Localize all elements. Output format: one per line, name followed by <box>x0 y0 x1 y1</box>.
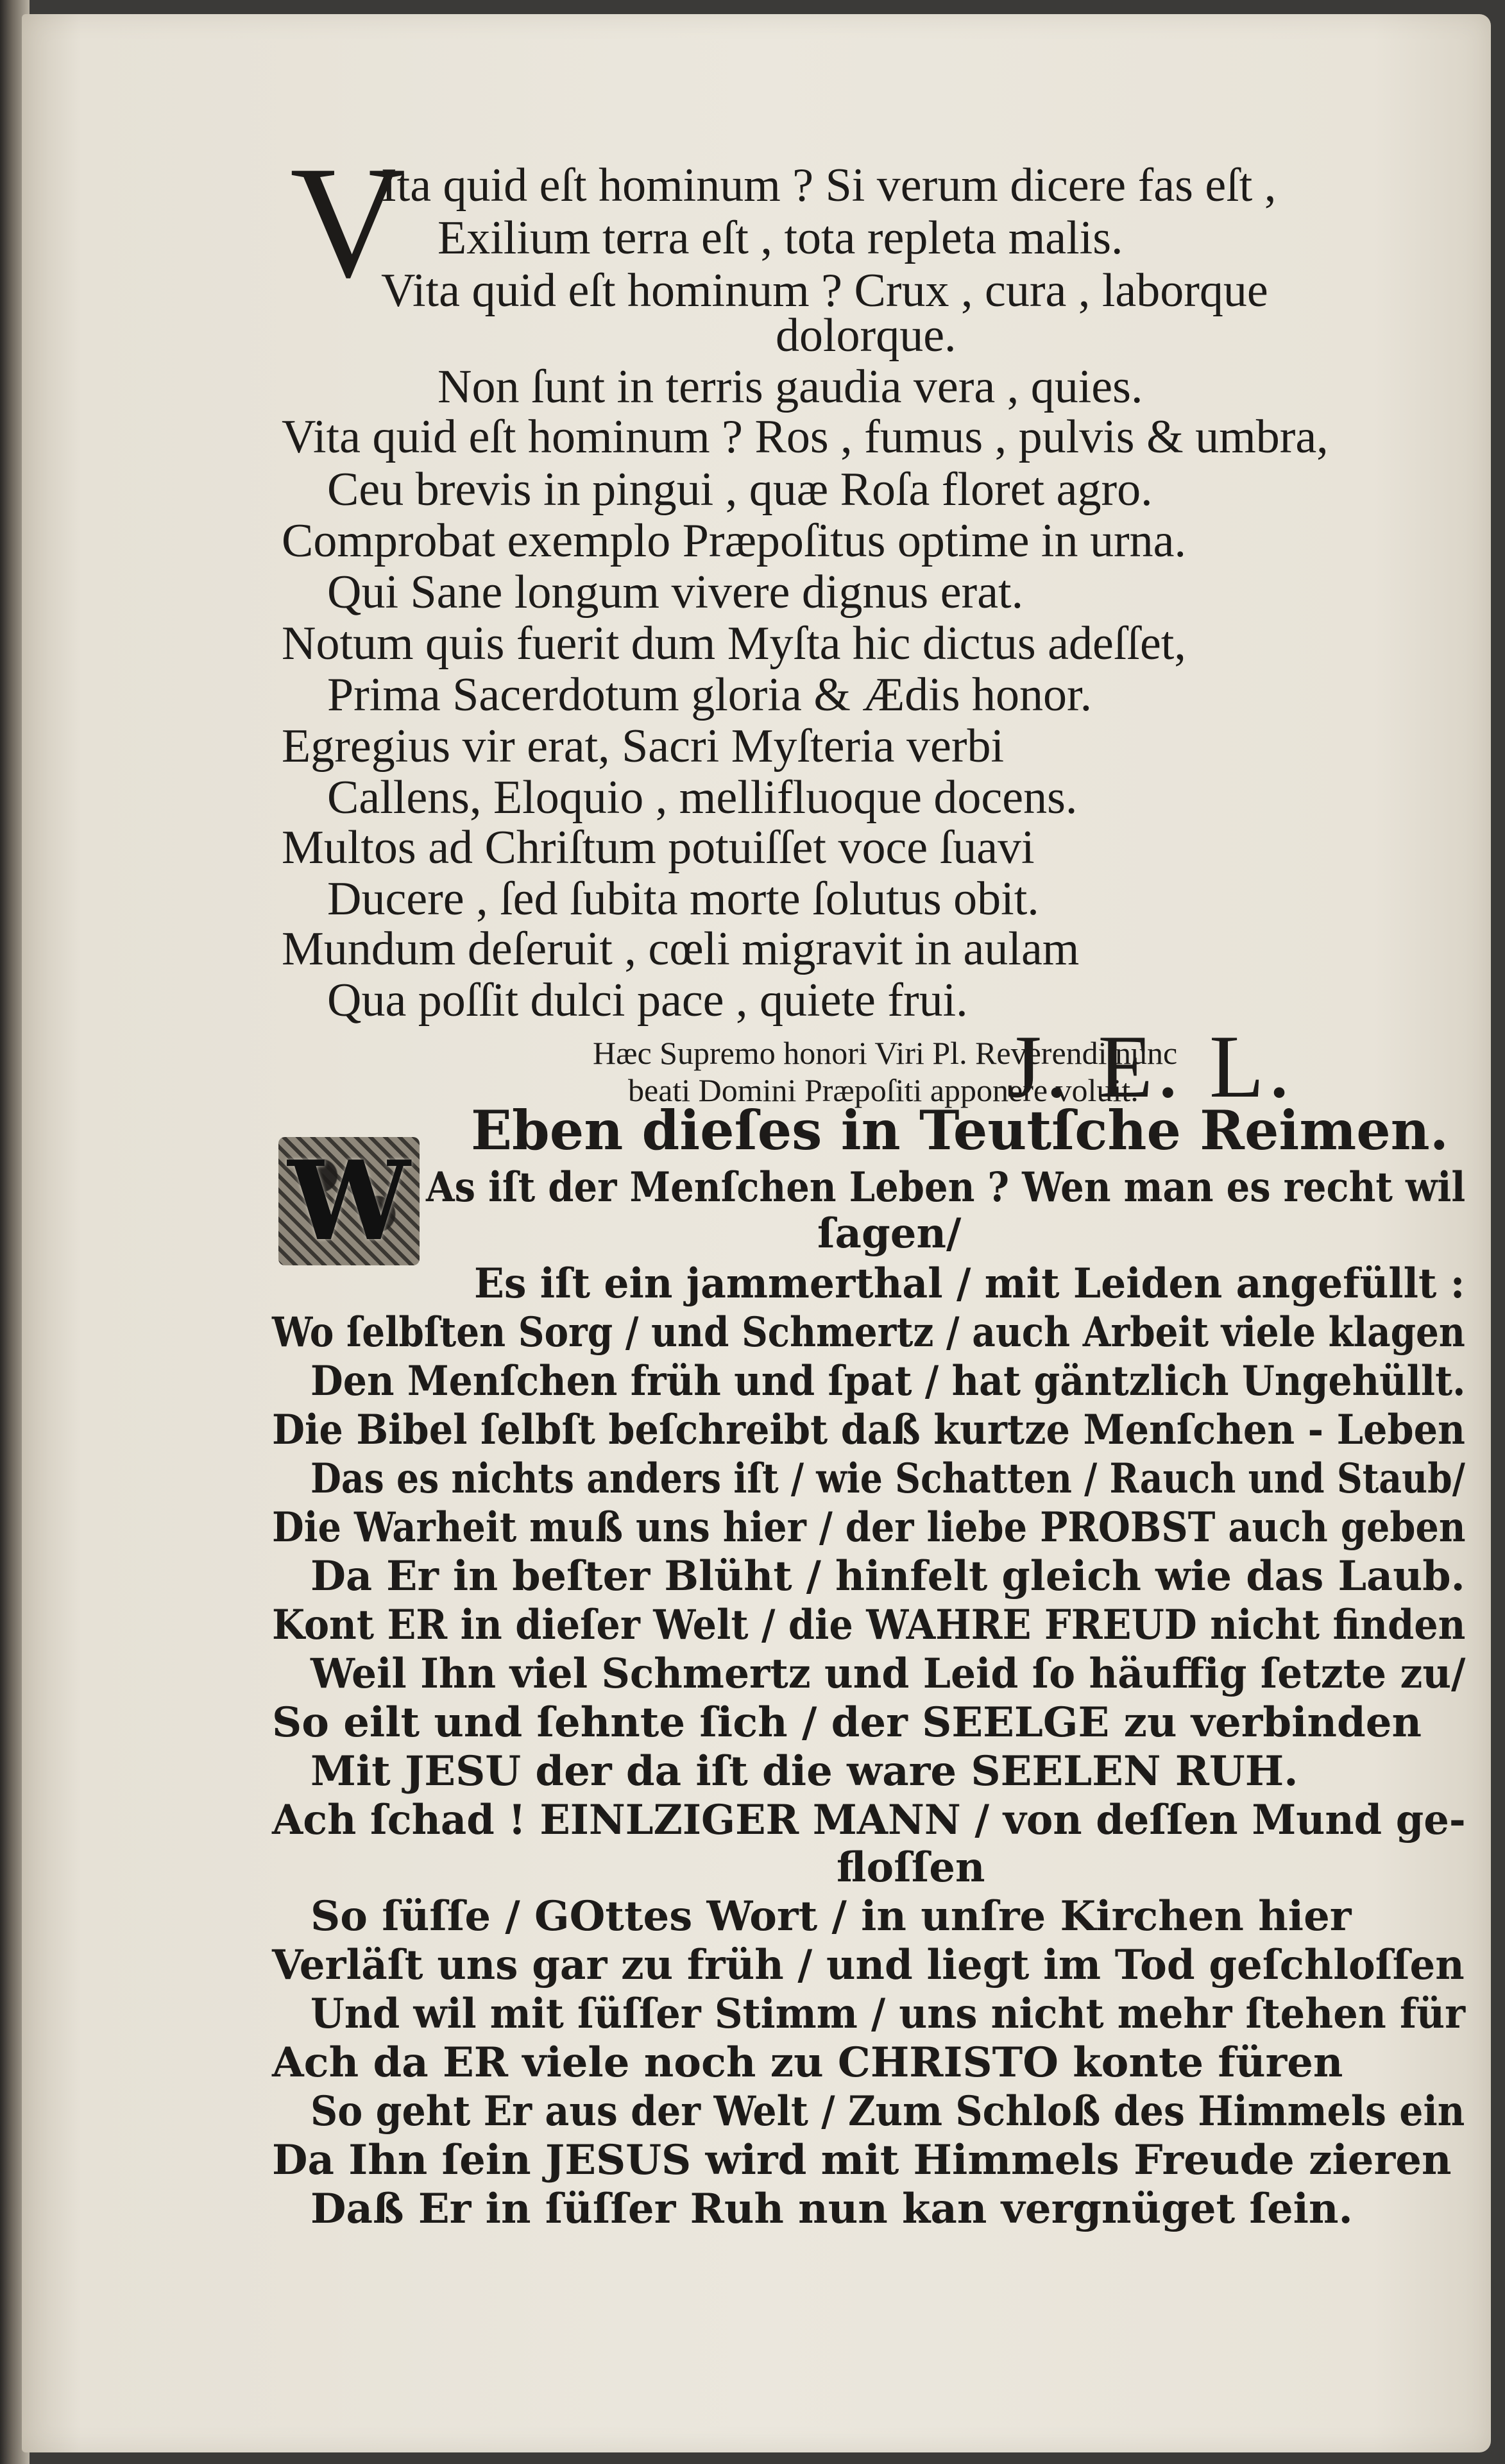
german-line: Die Warheit muß uns hier / der liebe PROBST auch geben <box>272 1503 1466 1552</box>
latin-line: Egregius vir erat, Sacri Myſteria verbi <box>282 720 1005 773</box>
latin-line: Mundum deſeruit , cœli migravit in aulam <box>282 923 1080 975</box>
latin-line: Qui Sane longum vivere dignus erat. <box>327 566 1024 619</box>
latin-line: Prima Sacerdotum gloria & Ædis honor. <box>327 669 1093 721</box>
german-line: Ach da ER viele noch zu CHRISTO konte füren <box>272 2039 1343 2087</box>
latin-line: Callens, Eloquio , mellifluoque docens. <box>327 771 1078 824</box>
german-line: So geht Er aus der Welt / Zum Schloß des Himmels ein <box>310 2087 1465 2135</box>
german-line: Mit JESU der da iſt die ware SEELEN RUH. <box>310 1747 1298 1795</box>
german-line: So ſüſſe / GOttes Wort / in unſre Kirchen hier <box>310 1892 1352 1940</box>
latin-line: Comprobat exemplo Præpoſitus optime in urna. <box>282 515 1186 567</box>
german-line: Den Menſchen früh und ſpat / hat gäntzlich Ungehüllt. <box>310 1357 1466 1405</box>
german-line: Daß Er in ſüſſer Ruh nun kan vergnüget ſein. <box>310 2185 1353 2233</box>
german-title: Eben dieſes in Teutſche Reimen. <box>471 1099 1449 1162</box>
latin-line: Non ſunt in terris gaudia vera , quies. <box>438 361 1143 413</box>
latin-line: Qua poſſit dulci pace , quiete frui. <box>327 974 968 1027</box>
author-initials: J. E. L. <box>1007 1017 1295 1116</box>
german-line: So eilt und ſehnte ſich / der SEELGE zu verbinden <box>272 1698 1422 1747</box>
latin-line: Multos ad Chriſtum potuiſſet voce ſuavi <box>282 821 1035 874</box>
german-line: Wo ſelbſten Sorg / und Schmertz / auch Arbeit viele klagen <box>272 1308 1465 1356</box>
dedication-line: beati Domini Præpoſiti apponere voluit. <box>628 1072 1139 1108</box>
latin-line: Ita quid eſt hominum ? Si verum dicere fas eſt , <box>381 159 1277 212</box>
latin-line: Exilium terra eſt , tota repleta malis. <box>438 212 1123 264</box>
german-line: Ach ſchad ! EINLZIGER MANN / von deſſen Mund ge- <box>272 1796 1466 1844</box>
latin-line: Ceu brevis in pingui , quæ Roſa floret agro. <box>327 463 1153 516</box>
latin-line: Notum quis fuerit dum Myſta hic dictus adeſſet, <box>282 617 1186 670</box>
german-line: As iſt der Menſchen Leben ? Wen man es recht wil <box>426 1163 1466 1211</box>
german-line: floſſen <box>837 1844 985 1892</box>
book-page <box>22 14 1491 2452</box>
latin-line: dolorque. <box>776 309 957 362</box>
ornate-initial-w <box>278 1137 420 1265</box>
latin-line: Vita quid eſt hominum ? Crux , cura , laborque <box>381 264 1268 317</box>
latin-dropcap: V <box>290 133 406 311</box>
german-line: Und wil mit ſüſſer Stimm / uns nicht mehr ſtehen für <box>310 1990 1466 2038</box>
german-dropcap: W <box>287 1137 411 1265</box>
latin-line: Vita quid eſt hominum ? Ros , fumus , pulvis & umbra, <box>282 411 1329 463</box>
german-line: Das es nichts anders iſt / wie Schatten / Rauch und Staub/ <box>310 1455 1465 1503</box>
latin-line: Ducere , ſed ſubita morte ſolutus obit. <box>327 873 1039 925</box>
german-line: Da Ihn ſein JESUS wird mit Himmels Freude zieren <box>272 2136 1452 2184</box>
german-line: Es iſt ein jammerthal / mit Leiden angefüllt : <box>474 1260 1465 1308</box>
german-line: Da Er in beſter Blüht / hinfelt gleich wie das Laub. <box>310 1552 1465 1600</box>
dedication-line: Hæc Supremo honori Viri Pl. Reverendi nunc <box>593 1035 1178 1071</box>
german-line: Weil Ihn viel Schmertz und Leid ſo häuffig ſetzte zu/ <box>310 1650 1466 1698</box>
german-line: Die Bibel ſelbſt beſchreibt daß kurtze Menſchen - Leben <box>272 1406 1465 1454</box>
german-line: Verläſt uns gar zu früh / und liegt im Tod geſchloſſen <box>272 1941 1465 1989</box>
german-line: ſagen/ <box>817 1210 962 1258</box>
german-line: Kont ER in dieſer Welt / die WAHRE FREUD nicht finden <box>272 1601 1466 1649</box>
